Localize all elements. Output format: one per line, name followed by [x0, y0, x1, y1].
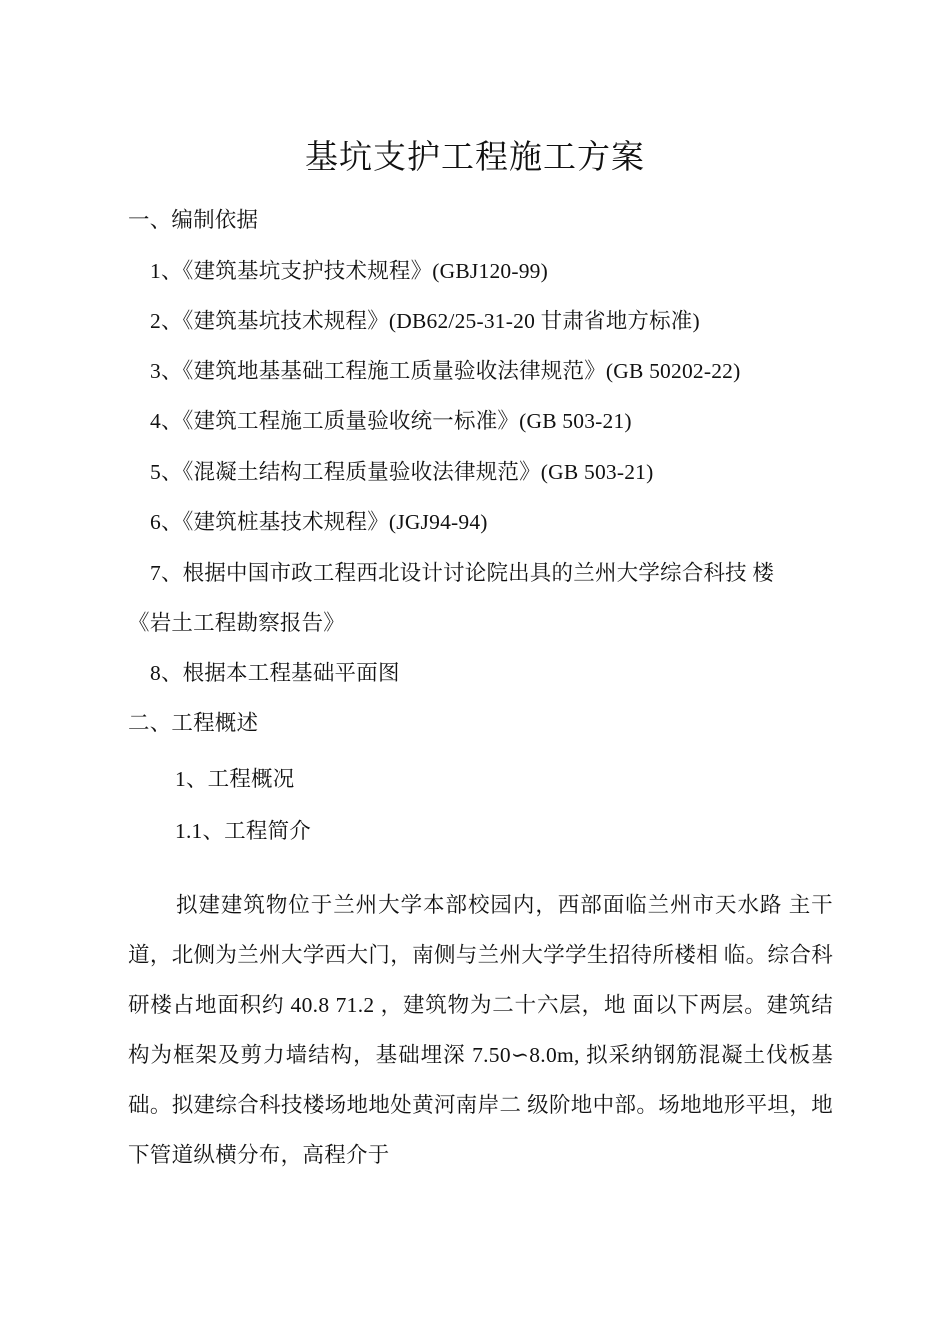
basis-item-7-cont: 《岩土工程勘察报告》 — [128, 611, 346, 635]
basis-item-2: 2、《建筑基坑技术规程》(DB62/25-31-20 甘肃省地方标准) — [150, 309, 700, 333]
basis-item-5: 5、《混凝土结构工程质量验收法律规范》(GB 503-21) — [150, 460, 654, 484]
subheading-project-overview: 1、工程概况 — [175, 767, 295, 791]
basis-item-4: 4、《建筑工程施工质量验收统一标准》(GB 503-21) — [150, 409, 632, 433]
section-heading-basis: 一、编制依据 — [128, 208, 259, 232]
basis-item-6: 6、《建筑桩基技术规程》(JGJ94-94) — [150, 510, 488, 534]
basis-item-1: 1、《建筑基坑支护技术规程》(GBJ120-99) — [150, 259, 548, 283]
basis-item-7: 7、根据中国市政工程西北设计讨论院出具的兰州大学综合科技 楼 — [150, 561, 775, 585]
subheading-project-intro: 1.1、工程简介 — [175, 819, 311, 843]
basis-item-8: 8、根据本工程基础平面图 — [150, 661, 400, 685]
basis-item-3: 3、《建筑地基基础工程施工质量验收法律规范》(GB 50202-22) — [150, 359, 741, 383]
document-title: 基坑支护工程施工方案 — [305, 140, 645, 176]
project-intro-paragraph: 拟建建筑物位于兰州大学本部校园内，西部面临兰州市天水路 主干道，北侧为兰州大学西大门，南侧与兰州大学学生招待所楼相 临。综合科研楼占地面积约 40.8 71.2 ，建筑物为二十六层，地 面以下两层。建筑结构为框架及剪力墙结构，基础埋深 7.50∽8.0m, 拟采纳钢筋混凝土伐板基础。拟建综合科技楼场地地处黄河南岸二 级阶地中部。场地地形平坦，地下管道纵横分布，高程介于 — [128, 893, 833, 1167]
section-heading-overview: 二、工程概述 — [128, 711, 259, 735]
